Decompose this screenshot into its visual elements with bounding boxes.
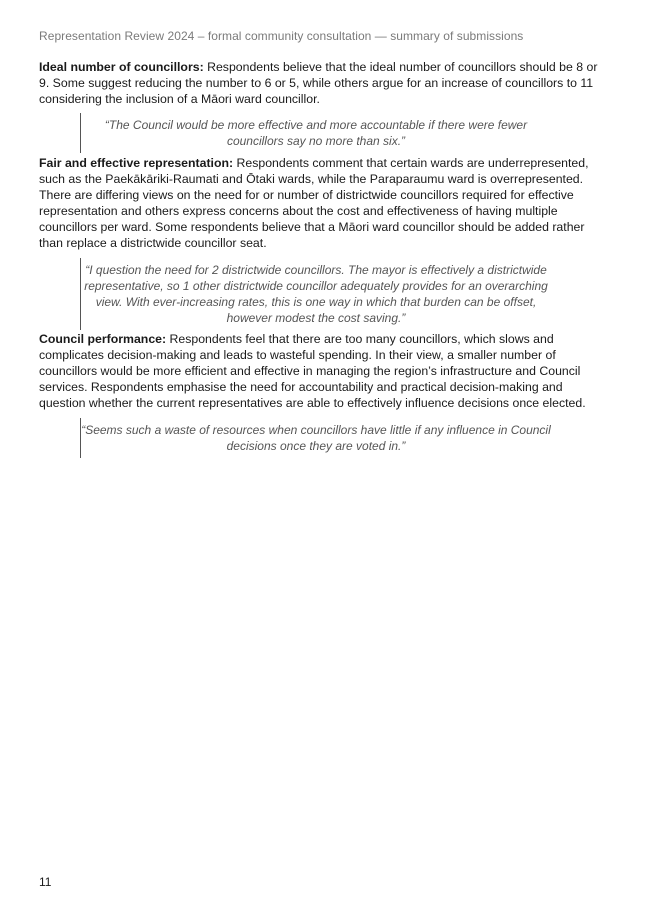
section-fair-representation bbox=[39, 155, 611, 251]
section-heading: Ideal number of councillors: bbox=[39, 60, 204, 74]
quote-text: “The Council would be more effective and more accountable if there were fewer councillors say no more than six.” bbox=[104, 118, 528, 148]
page-number: 11 bbox=[39, 875, 52, 889]
section-heading: Fair and effective representation: bbox=[39, 156, 234, 170]
section-body: Respondents feel that there are too many councillors, which slows and complicates decision-making and leads to wasteful spending. In their view, a smaller number of councillors would be more efficient and effective in managing the region’s infrastructure and Council services. Respondents emphasise the need for accountability and practical decision-making and question whether the current representatives are able to effectively influence decisions once elected. bbox=[39, 332, 586, 410]
quote-text: “I question the need for 2 districtwide councillors. The mayor is effectively a districtwide representative, so 1 other districtwide councillor adequately provides for an overarching view. With ever-increasing rates, this is one way in which that burden can be offset, however modest the cost saving.” bbox=[84, 263, 548, 325]
section-body: Respondents comment that certain wards are underrepresented, such as the Paekākāriki-Raumati and Ōtaki wards, while the Paraparaumu ward is overrepresented. There are differing views on the need for or number of districtwide councillors required for effective representation and others express concerns about the cost and effectiveness of having multiple councillors per ward. Some respondents believe that a Māori ward councillor should be added rather than replace a districtwide councillor seat. bbox=[39, 156, 589, 250]
section-council-performance bbox=[39, 331, 611, 411]
quote-block bbox=[80, 113, 551, 153]
quote-text: “Seems such a waste of resources when councillors have little if any influence in Council decisions once they are voted in.” bbox=[81, 423, 551, 453]
section-ideal-number bbox=[39, 59, 611, 107]
quote-block bbox=[80, 418, 551, 458]
section-body: Respondents believe that the ideal number of councillors should be 8 or 9. Some suggest reducing the number to 6 or 5, while others argue for an increase of councillors to 11 considering the inclusion of a Māori ward councillor. bbox=[39, 60, 598, 106]
quote-block bbox=[80, 258, 551, 330]
section-heading: Council performance: bbox=[39, 332, 167, 346]
running-header: Representation Review 2024 – formal community consultation — summary of submissions bbox=[39, 29, 524, 43]
